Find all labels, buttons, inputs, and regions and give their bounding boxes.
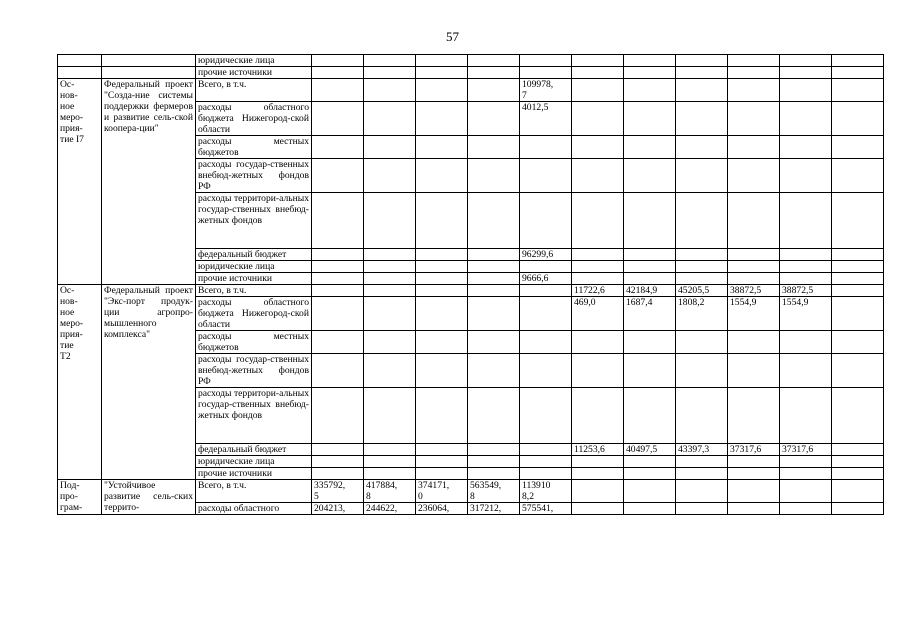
value-cell	[312, 159, 364, 193]
value-cell	[364, 67, 416, 79]
value-cell	[364, 55, 416, 67]
value-cell: 38872,5	[780, 285, 832, 297]
value-cell	[780, 273, 832, 285]
value-cell	[572, 261, 624, 273]
value-cell	[832, 55, 884, 67]
value-cell	[780, 480, 832, 503]
value-cell	[728, 55, 780, 67]
value-cell	[676, 388, 728, 444]
value-cell	[832, 456, 884, 468]
value-cell	[728, 503, 780, 515]
value-cell	[468, 79, 520, 102]
value-cell	[416, 273, 468, 285]
value-cell	[832, 503, 884, 515]
value-cell	[676, 67, 728, 79]
value-cell	[728, 331, 780, 354]
value-cell	[364, 388, 416, 444]
budget-table	[57, 54, 884, 515]
value-cell	[520, 456, 572, 468]
value-cell	[468, 456, 520, 468]
value-cell	[520, 331, 572, 354]
funding-source-cell: прочие источники	[196, 67, 312, 79]
value-cell	[572, 480, 624, 503]
event-name-cell: Ос- нов- ное меро- прия- тие I7	[58, 79, 102, 285]
value-cell	[780, 331, 832, 354]
value-cell	[416, 388, 468, 444]
value-cell	[572, 456, 624, 468]
value-cell	[416, 331, 468, 354]
value-cell	[312, 456, 364, 468]
value-cell: 204213,	[312, 503, 364, 515]
value-cell	[832, 273, 884, 285]
value-cell	[520, 468, 572, 480]
value-cell: 1808,2	[676, 297, 728, 331]
value-cell	[832, 468, 884, 480]
value-cell: 1554,9	[728, 297, 780, 331]
value-cell	[832, 297, 884, 331]
value-cell	[468, 444, 520, 456]
value-cell	[728, 388, 780, 444]
funding-source-cell: Всего, в т.ч.	[196, 480, 312, 503]
value-cell: 113910 8,2	[520, 480, 572, 503]
value-cell	[364, 456, 416, 468]
value-cell	[624, 273, 676, 285]
value-cell	[364, 249, 416, 261]
value-cell	[832, 102, 884, 136]
value-cell	[312, 273, 364, 285]
funding-source-cell: расходы местных бюджетов	[196, 331, 312, 354]
value-cell	[520, 55, 572, 67]
value-cell	[780, 388, 832, 444]
value-cell	[468, 285, 520, 297]
value-cell: 9666,6	[520, 273, 572, 285]
value-cell	[780, 261, 832, 273]
value-cell	[468, 55, 520, 67]
funding-source-cell: федеральный бюджет	[196, 249, 312, 261]
value-cell	[416, 79, 468, 102]
event-name-cell: Ос- нов- ное меро- прия- тие T2	[58, 285, 102, 480]
value-cell	[416, 285, 468, 297]
value-cell	[468, 249, 520, 261]
value-cell	[312, 468, 364, 480]
value-cell	[520, 159, 572, 193]
value-cell: 40497,5	[624, 444, 676, 456]
value-cell	[572, 249, 624, 261]
value-cell	[832, 388, 884, 444]
funding-source-cell: Всего, в т.ч.	[196, 79, 312, 102]
value-cell	[624, 331, 676, 354]
value-cell	[832, 249, 884, 261]
value-cell	[468, 297, 520, 331]
value-cell	[676, 273, 728, 285]
table-row	[58, 480, 884, 503]
value-cell	[676, 261, 728, 273]
value-cell	[728, 456, 780, 468]
value-cell	[572, 136, 624, 159]
value-cell	[312, 249, 364, 261]
funding-source-cell: расходы территори-альных государ-ственных внебюд-жетных фондов	[196, 388, 312, 444]
value-cell	[312, 67, 364, 79]
value-cell	[676, 79, 728, 102]
value-cell	[312, 331, 364, 354]
value-cell	[364, 285, 416, 297]
value-cell: 42184,9	[624, 285, 676, 297]
table-row	[58, 285, 884, 297]
value-cell	[624, 55, 676, 67]
value-cell	[728, 136, 780, 159]
value-cell	[572, 273, 624, 285]
value-cell	[728, 249, 780, 261]
value-cell	[468, 468, 520, 480]
value-cell	[416, 468, 468, 480]
value-cell	[312, 297, 364, 331]
value-cell	[780, 354, 832, 388]
value-cell: 37317,6	[728, 444, 780, 456]
value-cell	[416, 102, 468, 136]
value-cell	[676, 249, 728, 261]
value-cell	[572, 354, 624, 388]
value-cell	[312, 261, 364, 273]
value-cell	[676, 456, 728, 468]
value-cell	[676, 193, 728, 249]
value-cell: 43397,3	[676, 444, 728, 456]
value-cell	[832, 159, 884, 193]
value-cell	[572, 388, 624, 444]
value-cell	[312, 388, 364, 444]
funding-source-cell: федеральный бюджет	[196, 444, 312, 456]
value-cell	[624, 456, 676, 468]
value-cell	[520, 261, 572, 273]
value-cell	[780, 136, 832, 159]
value-cell	[312, 285, 364, 297]
value-cell: 37317,6	[780, 444, 832, 456]
table-row	[58, 79, 884, 102]
value-cell	[416, 261, 468, 273]
value-cell	[728, 468, 780, 480]
value-cell: 4012,5	[520, 102, 572, 136]
value-cell	[364, 193, 416, 249]
value-cell	[364, 136, 416, 159]
value-cell	[676, 55, 728, 67]
value-cell	[780, 503, 832, 515]
value-cell	[416, 249, 468, 261]
table-row	[58, 67, 884, 79]
value-cell	[728, 67, 780, 79]
value-cell	[312, 79, 364, 102]
value-cell	[416, 456, 468, 468]
value-cell	[728, 159, 780, 193]
value-cell	[676, 331, 728, 354]
funding-source-cell: расходы местных бюджетов	[196, 136, 312, 159]
value-cell	[416, 55, 468, 67]
value-cell	[312, 102, 364, 136]
value-cell	[468, 67, 520, 79]
funding-source-cell: расходы государ-ственных внебюд-жетных фондов РФ	[196, 354, 312, 388]
event-name-cell	[58, 67, 102, 79]
value-cell: 45205,5	[676, 285, 728, 297]
value-cell	[624, 193, 676, 249]
value-cell	[416, 193, 468, 249]
value-cell	[416, 159, 468, 193]
project-name-cell: Федеральный проект "Экс-порт продук-ции агропро-мышленного комплекса"	[102, 285, 196, 480]
value-cell	[572, 331, 624, 354]
value-cell	[520, 388, 572, 444]
event-name-cell	[58, 55, 102, 67]
value-cell	[832, 480, 884, 503]
value-cell	[728, 102, 780, 136]
value-cell	[312, 444, 364, 456]
value-cell: 1554,9	[780, 297, 832, 331]
value-cell	[312, 55, 364, 67]
value-cell	[624, 468, 676, 480]
value-cell	[832, 444, 884, 456]
value-cell	[728, 480, 780, 503]
value-cell	[468, 193, 520, 249]
page-number: 57	[446, 29, 459, 44]
value-cell	[780, 468, 832, 480]
project-name-cell: Федеральный проект "Созда-ние системы поддержки фермеров и развитие сель-ской коопера-ции"	[102, 79, 196, 285]
value-cell	[624, 503, 676, 515]
value-cell	[520, 193, 572, 249]
value-cell	[572, 159, 624, 193]
value-cell	[832, 67, 884, 79]
funding-source-cell: юридические лица	[196, 261, 312, 273]
value-cell	[676, 159, 728, 193]
value-cell	[728, 354, 780, 388]
value-cell	[520, 136, 572, 159]
value-cell	[416, 297, 468, 331]
project-name-cell	[102, 55, 196, 67]
value-cell	[624, 79, 676, 102]
value-cell	[624, 388, 676, 444]
value-cell	[520, 67, 572, 79]
value-cell	[832, 285, 884, 297]
value-cell	[624, 261, 676, 273]
funding-source-cell: расходы областного бюджета Нижегород-ской области	[196, 102, 312, 136]
value-cell	[832, 136, 884, 159]
funding-source-cell: юридические лица	[196, 456, 312, 468]
value-cell	[832, 261, 884, 273]
value-cell	[624, 136, 676, 159]
value-cell	[416, 67, 468, 79]
value-cell	[468, 159, 520, 193]
value-cell	[832, 331, 884, 354]
value-cell	[364, 261, 416, 273]
value-cell	[676, 136, 728, 159]
value-cell: 374171, 0	[416, 480, 468, 503]
value-cell	[624, 67, 676, 79]
value-cell	[780, 79, 832, 102]
value-cell	[468, 136, 520, 159]
value-cell	[520, 444, 572, 456]
funding-source-cell: прочие источники	[196, 273, 312, 285]
value-cell	[780, 55, 832, 67]
value-cell	[468, 102, 520, 136]
value-cell: 11253,6	[572, 444, 624, 456]
value-cell	[572, 102, 624, 136]
funding-source-cell: расходы государ-ственных внебюд-жетных фондов РФ	[196, 159, 312, 193]
value-cell	[624, 480, 676, 503]
value-cell	[572, 79, 624, 102]
value-cell	[468, 261, 520, 273]
value-cell	[624, 102, 676, 136]
event-name-cell: Под- про- грам-	[58, 480, 102, 515]
value-cell	[364, 297, 416, 331]
funding-source-cell: расходы областного	[196, 503, 312, 515]
value-cell: 96299,6	[520, 249, 572, 261]
value-cell: 317212,	[468, 503, 520, 515]
value-cell	[520, 354, 572, 388]
value-cell	[624, 249, 676, 261]
value-cell	[728, 261, 780, 273]
value-cell	[416, 444, 468, 456]
value-cell	[624, 354, 676, 388]
value-cell	[572, 468, 624, 480]
value-cell: 417884, 8	[364, 480, 416, 503]
value-cell	[416, 354, 468, 388]
value-cell	[728, 79, 780, 102]
value-cell: 1687,4	[624, 297, 676, 331]
value-cell	[572, 193, 624, 249]
project-name-cell: "Устойчивое развитие сель-ских террито-	[102, 480, 196, 515]
value-cell	[364, 79, 416, 102]
value-cell: 469,0	[572, 297, 624, 331]
value-cell	[728, 193, 780, 249]
value-cell	[676, 503, 728, 515]
value-cell	[416, 136, 468, 159]
value-cell	[572, 55, 624, 67]
value-cell	[468, 354, 520, 388]
funding-source-cell: Всего, в т.ч.	[196, 285, 312, 297]
value-cell	[676, 354, 728, 388]
value-cell	[572, 503, 624, 515]
value-cell	[780, 193, 832, 249]
value-cell	[780, 249, 832, 261]
value-cell	[572, 67, 624, 79]
value-cell	[780, 456, 832, 468]
value-cell: 335792, 5	[312, 480, 364, 503]
value-cell	[780, 159, 832, 193]
value-cell	[312, 354, 364, 388]
value-cell: 244622,	[364, 503, 416, 515]
value-cell	[780, 102, 832, 136]
value-cell	[364, 273, 416, 285]
value-cell	[468, 331, 520, 354]
value-cell: 11722,6	[572, 285, 624, 297]
value-cell	[624, 159, 676, 193]
funding-source-cell: расходы территори-альных государ-ственных внебюд-жетных фондов	[196, 193, 312, 249]
funding-source-cell: расходы областного бюджета Нижегород-ской области	[196, 297, 312, 331]
value-cell	[780, 67, 832, 79]
value-cell	[364, 468, 416, 480]
value-cell: 38872,5	[728, 285, 780, 297]
value-cell	[676, 468, 728, 480]
value-cell	[520, 285, 572, 297]
value-cell	[312, 193, 364, 249]
value-cell	[728, 273, 780, 285]
value-cell	[364, 444, 416, 456]
value-cell	[676, 102, 728, 136]
value-cell	[364, 159, 416, 193]
value-cell	[520, 297, 572, 331]
value-cell	[832, 79, 884, 102]
funding-source-cell: прочие источники	[196, 468, 312, 480]
value-cell: 575541,	[520, 503, 572, 515]
value-cell: 563549, 8	[468, 480, 520, 503]
value-cell	[468, 388, 520, 444]
table-row	[58, 55, 884, 67]
value-cell	[312, 136, 364, 159]
value-cell: 236064,	[416, 503, 468, 515]
value-cell	[364, 354, 416, 388]
value-cell: 109978, 7	[520, 79, 572, 102]
project-name-cell	[102, 67, 196, 79]
funding-source-cell: юридические лица	[196, 55, 312, 67]
value-cell	[364, 331, 416, 354]
value-cell	[364, 102, 416, 136]
value-cell	[468, 273, 520, 285]
value-cell	[832, 354, 884, 388]
value-cell	[832, 193, 884, 249]
value-cell	[676, 480, 728, 503]
